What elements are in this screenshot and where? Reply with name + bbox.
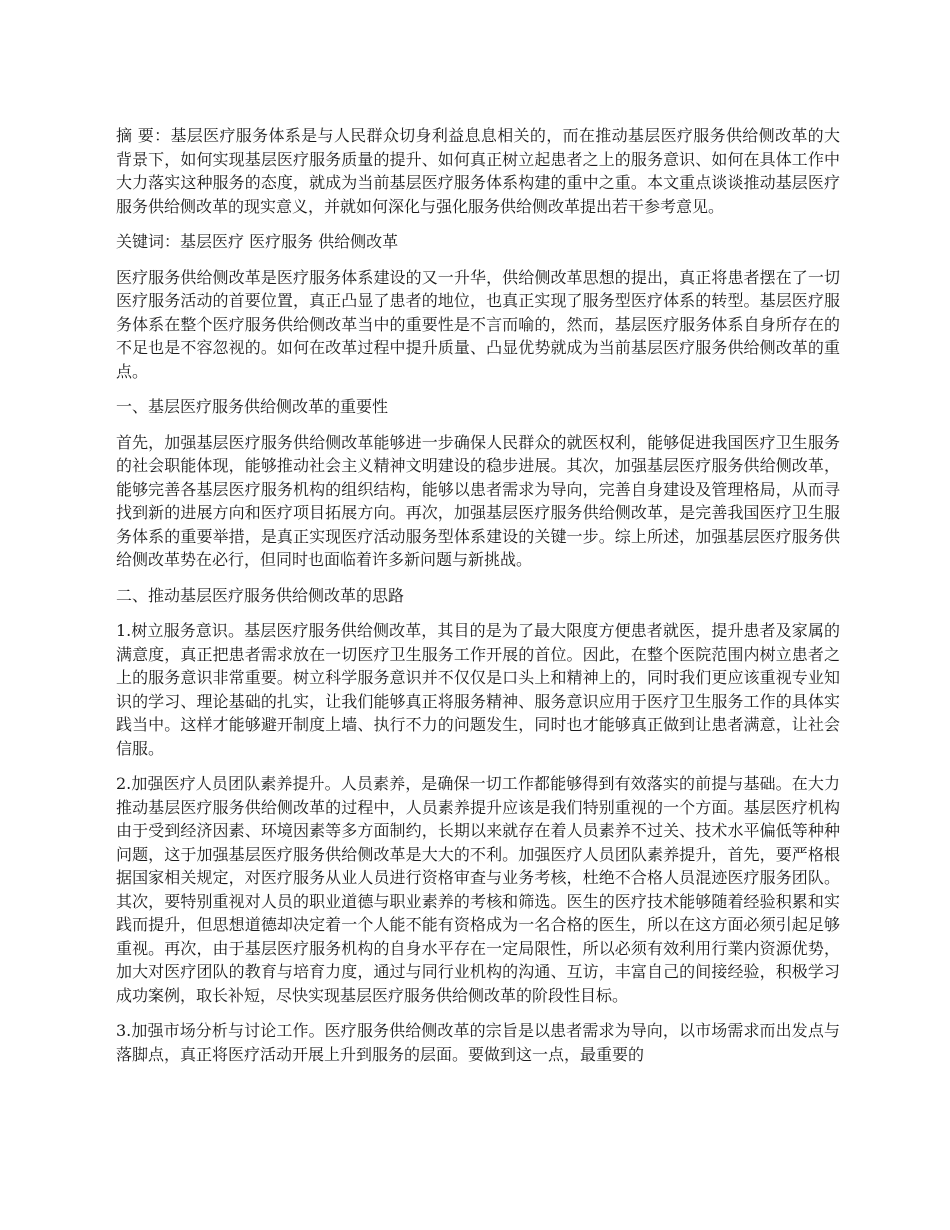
point-team-quality: 2.加强医疗人员团队素养提升。人员素养，是确保一切工作都能够得到有效落实的前提与基础。在大力推动基层医疗服务供给侧改革的过程中，人员素养提升应该是我们特别重视的一个方面。基层医疗机构由于受到经济因素、环境因素等多方面制约，长期以来就存在着人员素养不过关、技术水平偏低等种种问题，这于加强基层医疗服务供给侧改革是大大的不利。加强医疗人员团队素养提升，首先，要严格根据国家相关规定，对医疗服务从业人员进行资格审查与业务考核，杜绝不合格人员混迹医疗服务团队。其次，要特别重视对人员的职业道德与职业素养的考核和筛选。医生的医疗技术能够随着经验积累和实践而提升，但思想道德却决定着一个人能不能有资格成为一名合格的医生，所以在这方面必须引起足够重视。再次，由于基层医疗服务机构的自身水平存在一定局限性，所以必须有效利用行業内资源优势，加大对医疗团队的教育与培育力度，通过与同行业机构的沟通、互访，丰富自己的间接经验，积极学习成功案例，取长补短，尽快实现基层医疗服务供给侧改革的阶段性目标。: [116, 774, 840, 1005]
section-heading-importance: 一、基层医疗服务供给侧改革的重要性: [116, 397, 389, 416]
abstract-paragraph: 摘 要：基层医疗服务体系是与人民群众切身利益息息相关的，而在推动基层医疗服务供给侧改革的大背景下，如何实现基层医疗服务质量的提升、如何真正树立起患者之上的服务意识、如何在具体工作中大力落实这种服务的态度，就成为当前基层医疗服务体系构建的重中之重。本文重点谈谈推动基层医疗服务供给侧改革的现实意义，并就如何深化与强化服务供给侧改革提出若干参考意见。: [116, 126, 840, 216]
document-page: [116, 124, 840, 1078]
section-heading-approach: 二、推动基层医疗服务供给侧改革的思路: [116, 585, 405, 605]
intro-paragraph: 医疗服务供给侧改革是医疗服务体系建设的又一升华，供给侧改革思想的提出，真正将患者摆在了一切医疗服务活动的首要位置，真正凸显了患者的地位，也真正实现了服务型医疗体系的转型。基层医疗服务体系在整个医疗服务供给侧改革当中的重要性是不言而喻的，然而，基层医疗服务体系自身所存在的不足也是不容忽视的。如何在改革过程中提升质量、凸显优势就成为当前基层医疗服务供给侧改革的重点。: [116, 267, 840, 381]
keywords-line: 关键词：基层医疗 医疗服务 供给侧改革: [116, 232, 399, 251]
point-service-awareness: 1.树立服务意识。基层医疗服务供给侧改革，其目的是为了最大限度方便患者就医，提升患者及家属的满意度，真正把患者需求放在一切医疗卫生服务工作开展的首位。因此，在整个医院范围内树立患者之上的服务意识非常重要。树立科学服务意识并不仅仅是口头上和精神上的，同时我们更应该重视专业知识的学习、理论基础的扎实，让我们能够真正将服务精神、服务意识应用于医疗卫生服务工作的具体实践当中。这样才能够避开制度上墙、执行不力的问题发生，同时也才能够真正做到让患者满意，让社会信服。: [116, 621, 840, 758]
point-market-analysis: 3.加强市场分析与讨论工作。医疗服务供给侧改革的宗旨是以患者需求为导向，以市场需求而出发点与落脚点，真正将医疗活动开展上升到服务的层面。要做到这一点，最重要的: [116, 1021, 840, 1064]
section-body-importance: 首先，加强基层医疗服务供给侧改革能够进一步确保人民群众的就医权利，能够促进我国医疗卫生服务的社会职能体现，能够推动社会主义精神文明建设的稳步进展。其次，加强基层医疗服务供给侧改革，能够完善各基层医疗服务机构的组织结构，能够以患者需求为导向，完善自身建设及管理格局，从而寻找到新的进展方向和医疗项目拓展方向。再次，加强基层医疗服务供给侧改革，是完善我国医疗卫生服务体系的重要举措，是真正实现医疗活动服务型体系建设的关键一步。综上所述，加强基层医疗服务供给侧改革势在必行，但同时也面临着许多新问题与新挑战。: [116, 432, 840, 569]
